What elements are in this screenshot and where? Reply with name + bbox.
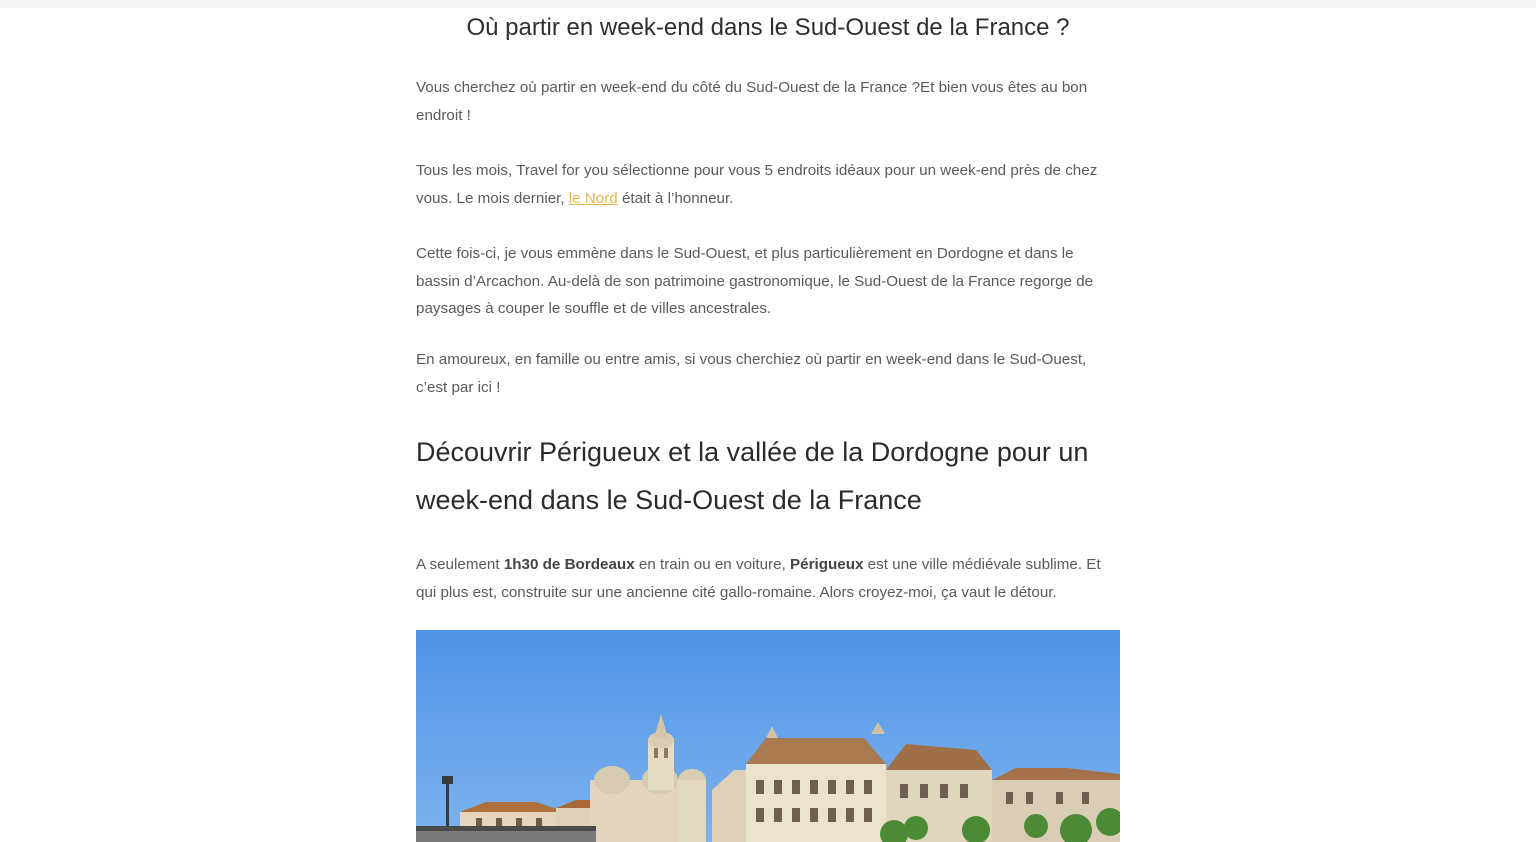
intro-paragraph: Vous cherchez où partir en week-end du côté du Sud-Ouest de la France ?Et bien vous êtes au bon endroit !	[416, 79, 1088, 124]
top-bar	[0, 0, 1536, 8]
paragraph-text: Tous les mois, Travel for you sélectionne pour vous 5 endroits idéaux pour un week-end près de chez vous. Le mois dernier,	[416, 162, 1098, 207]
paragraph-text: est une ville médiévale sublime. Et qui plus est, construite sur une ancienne cité gallo-romaine. Alors croyez-moi, ça vaut le détour.	[416, 556, 1101, 601]
audience-paragraph: En amoureux, en famille ou entre amis, si vous cherchiez où partir en week-end dans le Sud-Ouest, c’est par ici !	[416, 351, 1087, 396]
paragraph-text: était à l’honneur.	[617, 189, 734, 207]
le-nord-link[interactable]: le Nord	[568, 189, 618, 207]
perigueux-photo	[416, 630, 1120, 842]
paragraph-text: A seulement	[416, 556, 504, 573]
perigueux-paragraph	[416, 551, 1120, 606]
bold-text: Périgueux	[790, 556, 864, 573]
southwest-paragraph: Cette fois-ci, je vous emmène dans le Sud-Ouest, et plus particulièrement en Dordogne et dans le bassin d’Arcachon. Au-delà de son patrimoine gastronomique, le Sud-Ouest de la France regorge de paysages à couper le souffle et de villes ancestrales.	[416, 245, 1094, 318]
bold-text: 1h30 de Bordeaux	[503, 556, 635, 573]
section-heading-perigueux: Découvrir Périgueux et la vallée de la Dordogne pour un week-end dans le Sud-Ouest de la France	[416, 437, 1089, 515]
paragraph-text: en train ou en voiture,	[634, 556, 791, 573]
article-title: Où partir en week-end dans le Sud-Ouest de la France ?	[466, 14, 1070, 41]
monthly-selection-paragraph	[416, 157, 1120, 212]
